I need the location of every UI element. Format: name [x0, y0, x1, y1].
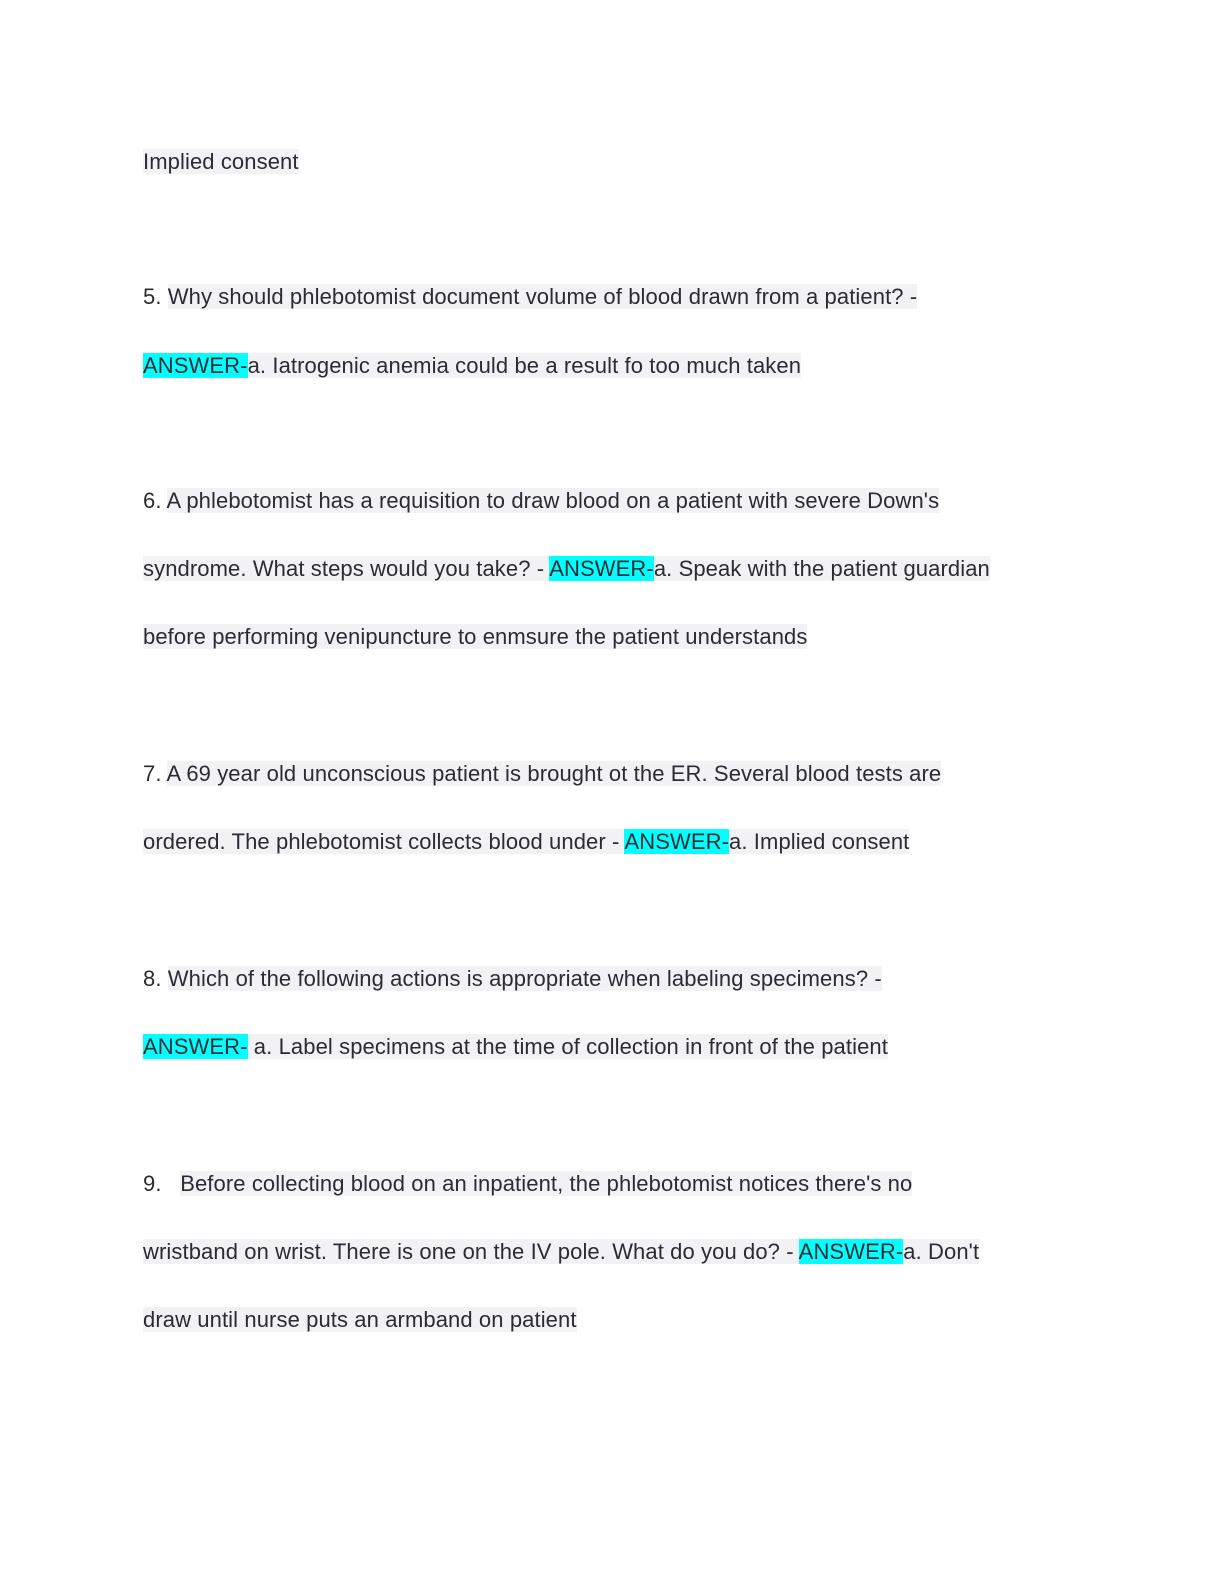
- line-q5-question: [143, 284, 917, 310]
- answer-text: a. Implied consent: [729, 829, 910, 854]
- answer-text: a. Speak with the patient guardian: [653, 556, 990, 581]
- question-text: Which of the following actions is appropriate when labeling specimens? -: [167, 966, 882, 991]
- answer-text: a. Don't: [903, 1239, 980, 1264]
- question-text: A phlebotomist has a requisition to draw blood on a patient with severe Down's: [166, 488, 940, 513]
- question-text: syndrome. What steps would you take? -: [143, 556, 550, 581]
- line-q8-answer: [143, 1034, 888, 1060]
- answer-highlight: ANSWER-: [798, 1239, 904, 1264]
- answer-highlight: ANSWER-: [143, 353, 248, 378]
- line-q9-answer: [143, 1239, 979, 1265]
- line-q9-question: [143, 1171, 912, 1197]
- question-text: wristband on wrist. There is one on the IV pole. What do you do? -: [143, 1239, 799, 1264]
- answer-text: Implied consent: [143, 149, 299, 174]
- answer-text: a. Label specimens at the time of collection in front of the patient: [247, 1034, 888, 1059]
- line-q5-answer: [143, 353, 801, 379]
- line-q7-answer: [143, 829, 909, 855]
- question-number: 8.: [143, 966, 168, 991]
- answer-highlight: ANSWER-: [143, 1034, 248, 1059]
- question-number: 6.: [143, 488, 167, 513]
- answer-text: draw until nurse puts an armband on patient: [143, 1307, 577, 1332]
- question-text: A 69 year old unconscious patient is brought ot the ER. Several blood tests are: [166, 761, 942, 786]
- answer-highlight: ANSWER-: [549, 556, 654, 581]
- answer-text: a. Iatrogenic anemia could be a result fo too much taken: [247, 353, 802, 378]
- line-carryover: [143, 149, 299, 175]
- question-number: 5.: [143, 284, 168, 309]
- question-number: 9.: [143, 1171, 181, 1196]
- line-q6-question: [143, 488, 939, 514]
- line-q7-question: [143, 761, 941, 787]
- answer-highlight: ANSWER-: [624, 829, 730, 854]
- question-text: ordered. The phlebotomist collects blood under -: [143, 829, 625, 854]
- line-q6-answer-cont: [143, 624, 807, 650]
- line-q8-question: [143, 966, 882, 992]
- line-q9-answer-cont: [143, 1307, 577, 1333]
- line-q6-answer: [143, 556, 990, 582]
- question-text: Before collecting blood on an inpatient, the phlebotomist notices there's no: [180, 1171, 913, 1196]
- answer-text: before performing venipuncture to enmsure the patient understands: [143, 624, 808, 649]
- question-text: Why should phlebotomist document volume of blood drawn from a patient? -: [167, 284, 918, 309]
- question-number: 7.: [143, 761, 167, 786]
